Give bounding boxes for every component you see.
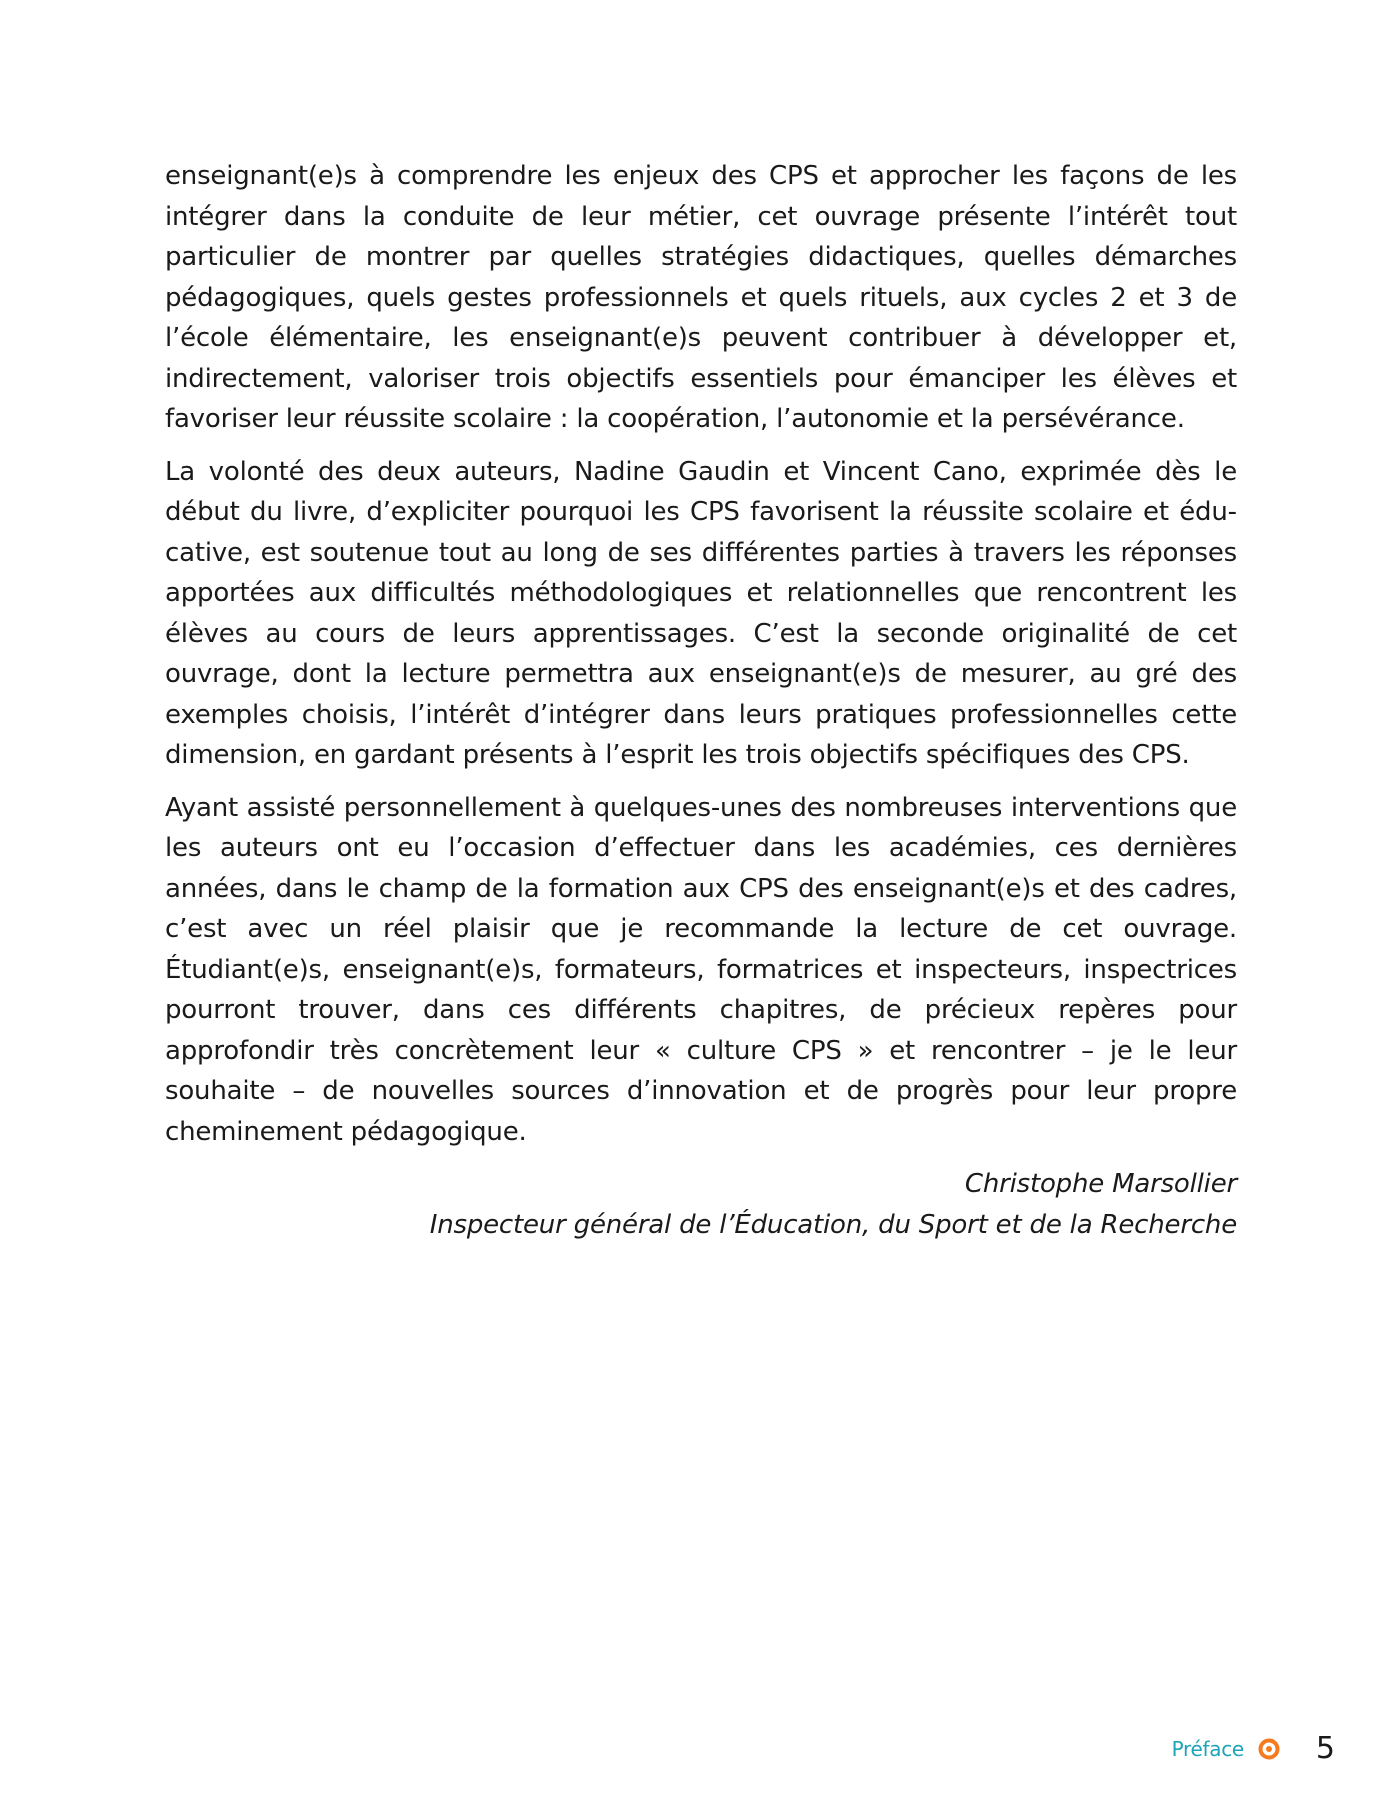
paragraph-3: Ayant assisté personnellement à quelques-unes des nombreuses interventions que les auteurs ont eu l’occasion d’effectuer dans les académies, ces dernières années, dans le champ de la formation aux CPS des enseignant(e)s et des cadres, c’est avec un réel plaisir que je recommande la lecture de cet ouvrage. Étudiant(e)s, enseignant(e)s, formateurs, formatrices et inspecteurs, inspectrices pourront trouver, dans ces différents chapitres, de précieux repères pour approfondir très concrètement leur « culture CPS » et rencontrer – je le leur souhaite – de nouvelles sources d’innovation et de progrès pour leur propre cheminement pédagogique. (165, 792, 1237, 1147)
page-footer (1172, 1731, 1335, 1766)
paragraph-1: enseignant(e)s à comprendre les enjeux des CPS et approcher les façons de les intégrer dans la conduite de leur métier, cet ouvrage présente l’intérêt tout particulier de montrer par quelles stratégies didactiques, quelles démarches pédagogiques, quels gestes professionnels et quels rituels, aux cycles 2 et 3 de l’école élémentaire, les enseignant(e)s peuvent contribuer à développer et, indirectement, valoriser trois objectifs essentiels pour émanciper les élèves et favoriser leur réussite scolaire : la coopération, l’autonomie et la persévérance. (165, 161, 1237, 434)
page-number: 5 (1315, 1731, 1335, 1766)
orange-circle-bullet-icon (1258, 1738, 1280, 1760)
signature-title: Inspecteur général de l’Éducation, du Sport et de la Recherche (429, 1210, 1237, 1240)
signature-block (165, 1164, 1237, 1246)
signature-name: Christophe Marsollier (964, 1169, 1237, 1199)
paragraph-2: La volonté des deux auteurs, Nadine Gaudin et Vincent Cano, exprimée dès le début du livre, d’expliciter pourquoi les CPS favorisent la réussite scolaire et éducative, est soutenue tout au long de ses différentes parties à travers les réponses apportées aux difficultés méthodologiques et relationnelles que rencontrent les élèves au cours de leurs apprentissages. C’est la seconde originalité de cet ouvrage, dont la lecture permettra aux enseignant(e)s de mesurer, au gré des exemples choisis, l’intérêt d’intégrer dans leurs pratiques professionnelles cette dimension, en gardant présents à l’esprit les trois objectifs spécifiques des CPS. (165, 456, 1237, 770)
preface-text (165, 156, 1237, 1246)
section-label: Préface (1171, 1736, 1244, 1761)
